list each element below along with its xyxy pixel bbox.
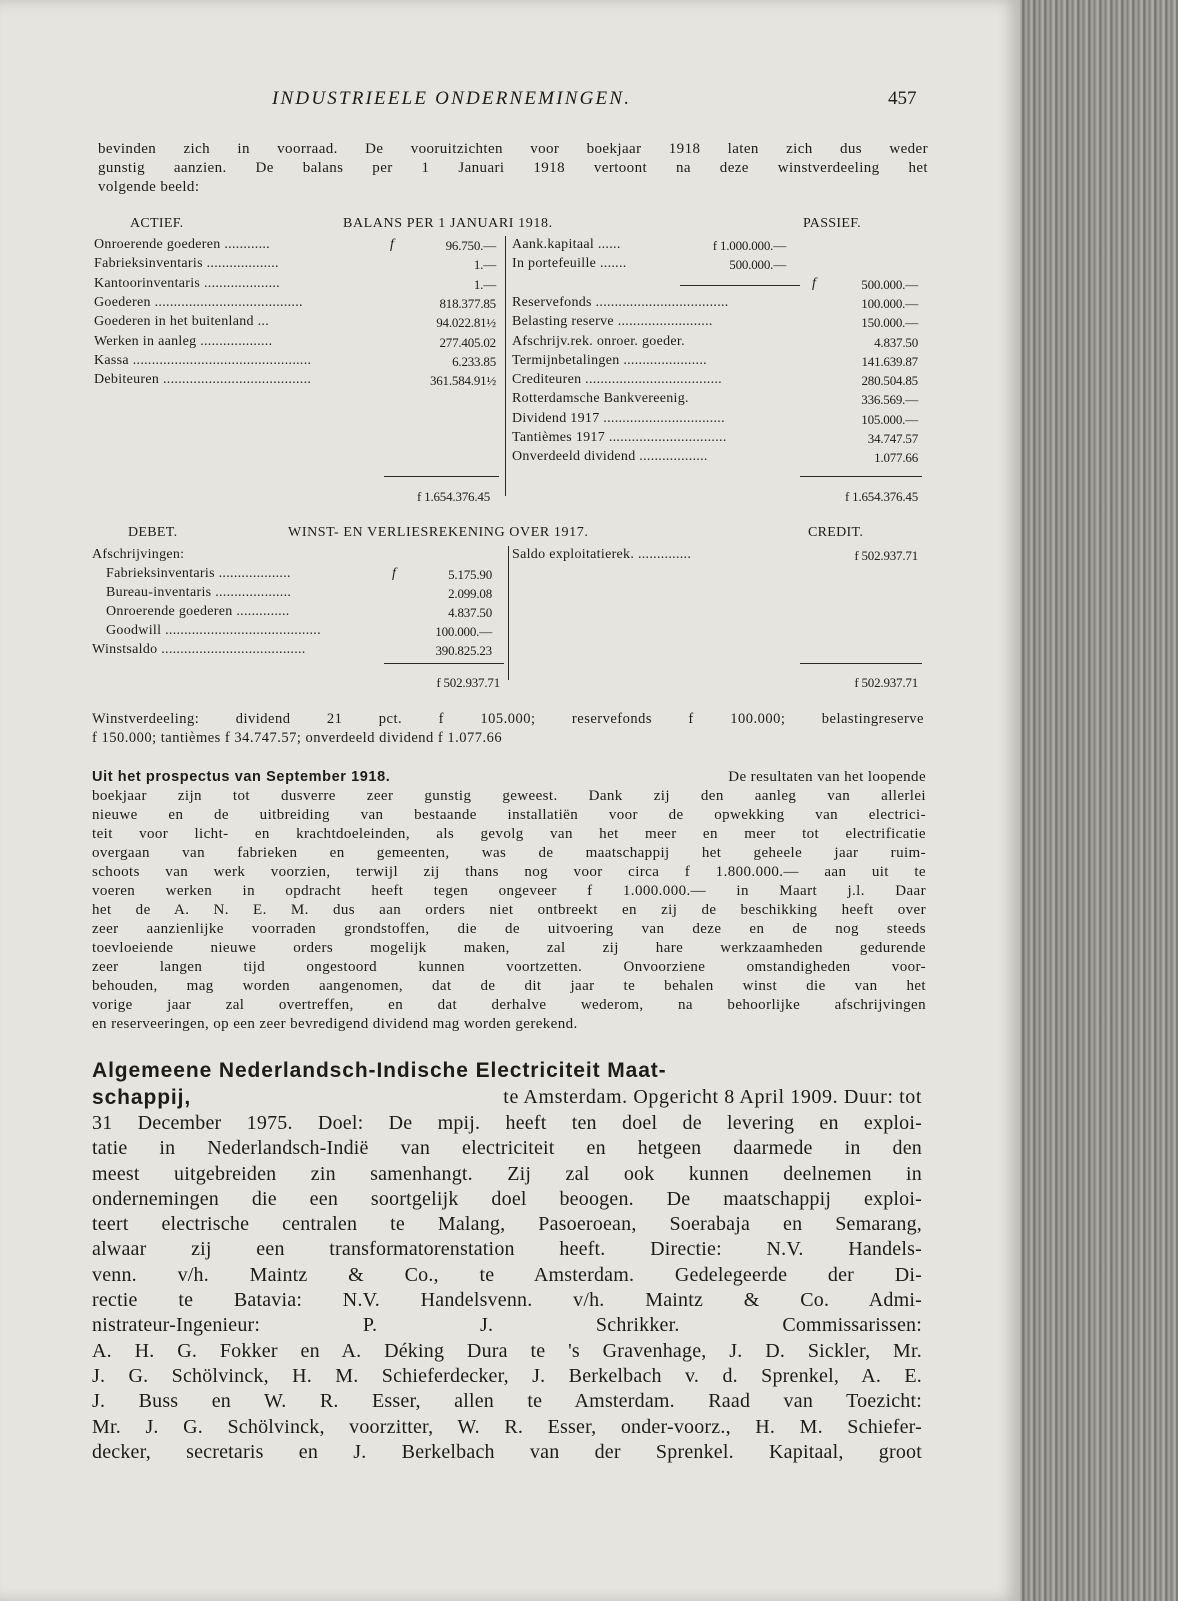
page-header-title: INDUSTRIEELE ONDERNEMINGEN. bbox=[272, 88, 632, 109]
company-line: 31 December 1975. Doel: De mpij. heeft ten doel de levering en exploi- bbox=[92, 1112, 922, 1134]
pl-debit-label: Fabrieksinventaris ................... bbox=[106, 566, 291, 581]
balance-asset-label: Kantoorinventaris .................... bbox=[94, 275, 280, 291]
pl-debit-value: 100.000.— bbox=[435, 624, 492, 639]
prospectus-line: overgaan van fabrieken en gemeenten, was de maatschappij het geheele jaar ruim- bbox=[92, 845, 926, 861]
pl-debit-total: f 502.937.71 bbox=[436, 675, 500, 690]
company-line: te Amsterdam. Opgericht 8 April 1909. Duur: tot bbox=[503, 1086, 922, 1108]
balance-liability-value: 141.639.87 bbox=[861, 353, 918, 369]
balance-liability-label: Belasting reserve ......................... bbox=[512, 314, 713, 330]
balance-liability-label: Onverdeeld dividend .................. bbox=[512, 449, 708, 465]
pl-credit-total: f 502.937.71 bbox=[854, 675, 918, 690]
pl-debit-label: Afschrijvingen: bbox=[92, 547, 185, 562]
prospectus-line: vorige jaar zal overtreffen, en dat derhalve wederom, na behoorlijke afschrijvingen bbox=[92, 997, 926, 1013]
balance-liability-label: Rotterdamsche Bankvereenig. bbox=[512, 391, 689, 407]
prospectus-line: teit voor licht- en krachtdoeleinden, als gevolg van het meer en meer tot electrificatie bbox=[92, 826, 926, 842]
company-line: J. Buss en W. R. Esser, allen te Amsterdam. Raad van Toezicht: bbox=[92, 1390, 922, 1413]
balance-asset-label: Kassa ............................................... bbox=[94, 352, 312, 368]
pl-debit-label: Winstsaldo ...................................... bbox=[92, 642, 306, 657]
company-line: A. H. G. Fokker en A. Déking Dura te 's Gravenhage, J. D. Sickler, Mr. bbox=[92, 1339, 922, 1362]
balance-asset-label: Werken in aanleg ................... bbox=[94, 333, 273, 349]
balance-liability-label: Crediteuren .................................... bbox=[512, 372, 722, 388]
company-line: decker, secretaris en J. Berkelbach van der Sprenkel. Kapitaal, groot bbox=[92, 1440, 922, 1463]
balance-asset-value: 277.405.02 bbox=[439, 334, 496, 350]
balance-liability-value: 280.504.85 bbox=[861, 373, 918, 389]
balance-liability-value: 336.569.— bbox=[861, 392, 918, 408]
balance-title: BALANS PER 1 JANUARI 1918. bbox=[343, 216, 553, 231]
pl-debit-value: 390.825.23 bbox=[435, 643, 492, 658]
pl-credit-value: f 502.937.71 bbox=[854, 548, 918, 563]
prospectus-line: voeren werken in opdracht heeft tegen ongeveer f 1.000.000.— in Maart j.l. Daar bbox=[92, 883, 926, 899]
intro-paragraph bbox=[98, 140, 928, 197]
balance-asset-label: Debiteuren ....................................... bbox=[94, 372, 312, 388]
company-line: meest uitgebreiden zin samenhangt. Zij zal ook kunnen deelnemen in bbox=[92, 1162, 922, 1185]
pl-divider bbox=[508, 546, 509, 680]
pl-debit-label: Goodwill ......................................... bbox=[106, 623, 321, 638]
distribution-line: f 150.000; tantièmes f 34.747.57; onverdeeld dividend f 1.077.66 bbox=[92, 730, 503, 746]
prospectus-line: behouden, mag worden aangenomen, dat de dit jaar te behalen winst die van het bbox=[92, 978, 926, 994]
intro-line: bevinden zich in voorraad. De vooruitzichten voor boekjaar 1918 laten zich dus weder bbox=[98, 141, 928, 157]
balance-liability-value: 500.000.— bbox=[861, 276, 918, 292]
company-line: nistrateur-Ingenieur: P. J. Schrikker. Commissarissen: bbox=[92, 1314, 922, 1337]
pl-right-total-rule bbox=[800, 663, 922, 664]
balance-liability-label: Tantièmes 1917 ............................... bbox=[512, 430, 727, 445]
balance-left-head: ACTIEF. bbox=[130, 216, 184, 231]
pl-title: WINST- EN VERLIESREKENING OVER 1917. bbox=[288, 525, 589, 540]
book-binding-edge bbox=[1016, 0, 1178, 1601]
company-line-2 bbox=[92, 1084, 922, 1111]
balance-liability-subvalue: f 1.000.000.— bbox=[712, 238, 786, 253]
balance-liability-label: Termijnbetalingen ...................... bbox=[512, 352, 707, 368]
intro-line: gunstig aanzien. De balans per 1 Januari 1918 vertoont na deze winstverdeeling het bbox=[98, 160, 928, 176]
company-line: ondernemingen die een soortgelijk doel beoogen. De maatschappij exploi- bbox=[92, 1187, 922, 1210]
currency-sign: f bbox=[390, 237, 395, 252]
pl-debit-label: Bureau-inventaris .................... bbox=[106, 585, 292, 600]
pl-left-head: DEBET. bbox=[128, 525, 178, 540]
prospectus-line: De resultaten van het loopende bbox=[728, 769, 926, 785]
prospectus-line: en reserveeringen, op een zeer bevredigend dividend mag worden gerekend. bbox=[92, 1016, 578, 1032]
balance-left-total-rule bbox=[384, 476, 499, 477]
balance-asset-label: Goederen in het buitenland ... bbox=[94, 314, 270, 330]
balance-liability-value: 105.000.— bbox=[861, 411, 918, 427]
pl-debit-value: 2.099.08 bbox=[448, 586, 492, 601]
balance-asset-value: 96.750.— bbox=[445, 238, 496, 253]
pl-debit-value: 4.837.50 bbox=[448, 605, 492, 620]
company-body bbox=[92, 1111, 922, 1465]
profit-distribution bbox=[92, 710, 924, 748]
balance-asset-value: 818.377.85 bbox=[439, 295, 496, 311]
company-line: J. G. Schölvinck, H. M. Schieferdecker, J. Berkelbach v. d. Sprenkel, A. E. bbox=[92, 1364, 922, 1387]
prospectus-heading: Uit het prospectus van September 1918. bbox=[92, 769, 391, 785]
balance-right-head: PASSIEF. bbox=[803, 216, 861, 231]
company-line: alwaar zij een transformatorenstation heeft. Directie: N.V. Handels- bbox=[92, 1238, 922, 1261]
balance-liability-label: Afschrijv.rek. onroer. goeder. bbox=[512, 333, 685, 349]
balance-asset-value: 361.584.91½ bbox=[429, 373, 496, 389]
prospectus-line: schoots van werk voorzien, terwijl zij thans nog voor circa f 1.800.000.— aan uit te bbox=[92, 864, 926, 880]
company-line: Mr. J. G. Schölvinck, voorzitter, W. R. Esser, onder-voorz., H. M. Schiefer- bbox=[92, 1415, 922, 1438]
balance-liability-value: 150.000.— bbox=[861, 315, 918, 331]
balance-liabilities-total: f 1.654.376.45 bbox=[844, 489, 918, 504]
currency-sign: f bbox=[392, 566, 397, 581]
balance-liability-value: 34.747.57 bbox=[867, 431, 918, 446]
balance-liability-value: 4.837.50 bbox=[874, 334, 918, 350]
balance-liability-subvalue: 500.000.— bbox=[729, 257, 786, 273]
balance-liability-label: Dividend 1917 ................................ bbox=[512, 410, 725, 426]
company-name: Algemeene Nederlandsch-Indische Electriciteit Maat- bbox=[92, 1059, 667, 1082]
currency-sign: f bbox=[812, 275, 817, 291]
company-line: rectie te Batavia: N.V. Handelsvenn. v/h. Maintz & Co. Admi- bbox=[92, 1289, 922, 1312]
intro-line: volgende beeld: bbox=[98, 179, 200, 195]
prospectus-line: toevloeiende nieuwe orders mogelijk maken, zal zij hare werkzaamheden gedurende bbox=[92, 940, 926, 956]
pl-credit-label: Saldo exploitatierek. .............. bbox=[512, 547, 692, 562]
prospectus-paragraph bbox=[92, 768, 926, 1034]
balance-asset-value: 1.— bbox=[473, 276, 496, 292]
prospectus-body bbox=[92, 787, 926, 1034]
pl-left-total-rule bbox=[384, 663, 504, 664]
page-number: 457 bbox=[888, 88, 917, 109]
company-line: teert electrische centralen te Malang, Pasoeroean, Soerabaja en Semarang, bbox=[92, 1213, 922, 1236]
company-name-cont: schappij, bbox=[92, 1086, 192, 1109]
balance-divider bbox=[505, 236, 506, 496]
pl-right-head: CREDIT. bbox=[808, 525, 864, 540]
balance-liability-value: 100.000.— bbox=[861, 295, 918, 311]
balance-asset-value: 6.233.85 bbox=[452, 353, 496, 369]
company-line: venn. v/h. Maintz & Co., te Amsterdam. Gedelegeerde der Di- bbox=[92, 1263, 922, 1286]
prospectus-line: zeer aanzienlijke voorraden grondstoffen, die de uitvoering van deze en de nog steeds bbox=[92, 921, 926, 937]
balance-inner-subtotal-rule bbox=[680, 285, 800, 286]
balance-asset-value: 94.022.81½ bbox=[436, 315, 496, 331]
balance-asset-label: Goederen ....................................... bbox=[94, 294, 303, 310]
pl-debit-label: Onroerende goederen .............. bbox=[106, 604, 290, 619]
balance-asset-label: Fabrieksinventaris ................... bbox=[94, 256, 279, 272]
balance-liability-label: In portefeuille ....... bbox=[512, 256, 627, 272]
prospectus-line: boekjaar zijn tot dusverre zeer gunstig geweest. Dank zij den aanleg van allerlei bbox=[92, 788, 926, 804]
prospectus-line: het de A. N. E. M. dus aan orders niet ontbreekt en zij de beschikking heeft over bbox=[92, 902, 926, 918]
balance-asset-label: Onroerende goederen ............ bbox=[94, 237, 270, 252]
prospectus-first-line bbox=[92, 768, 926, 787]
balance-assets-total: f 1.654.376.45 bbox=[416, 489, 490, 504]
balance-liability-label: Reservefonds ................................... bbox=[512, 294, 729, 310]
company-line: tatie in Nederlandsch-Indië van electriciteit en hetgeen daarmede in den bbox=[92, 1137, 922, 1160]
distribution-line: Winstverdeeling: dividend 21 pct. f 105.000; reservefonds f 100.000; belastingreserve bbox=[92, 711, 924, 727]
balance-liability-value: 1.077.66 bbox=[874, 450, 918, 466]
prospectus-line: nieuwe en de uitbreiding van bestaande installatiën voor de opwekking van electrici- bbox=[92, 807, 926, 823]
pl-debit-value: 5.175.90 bbox=[448, 567, 492, 582]
balance-asset-value: 1.— bbox=[473, 257, 496, 273]
prospectus-line: zeer langen tijd ongestoord kunnen voortzetten. Onvoorziene omstandigheden voor- bbox=[92, 959, 926, 975]
balance-liability-label: Aank.kapitaal ...... bbox=[512, 237, 621, 252]
balance-right-total-rule bbox=[800, 476, 922, 477]
company-entry bbox=[92, 1057, 922, 1465]
